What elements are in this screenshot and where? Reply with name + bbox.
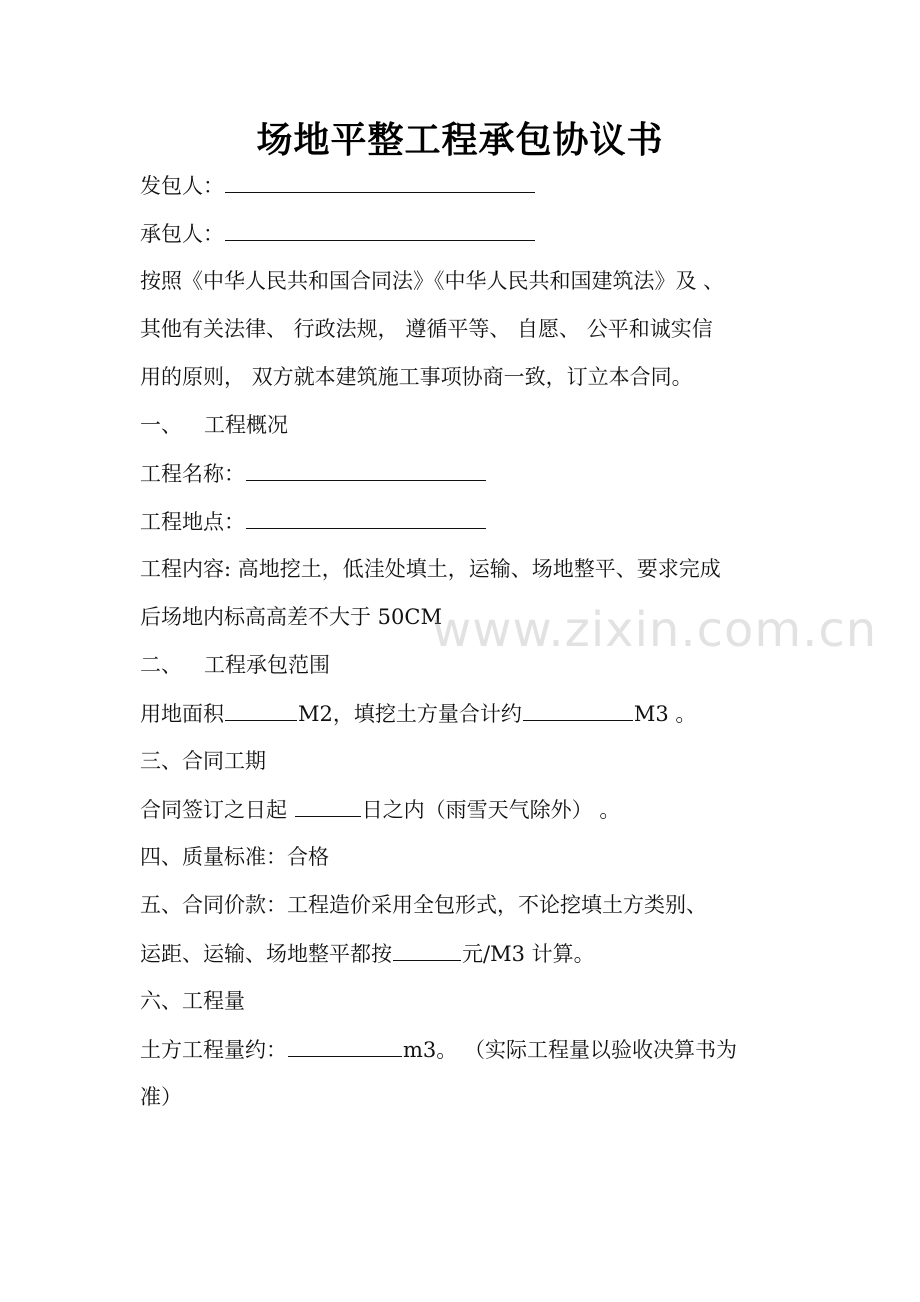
quantity-line <box>140 1034 800 1065</box>
price-label: 运距、运输、场地整平都按 <box>140 942 392 966</box>
employer-line <box>140 170 800 201</box>
project-name-label: 工程名称： <box>140 462 245 486</box>
section-5-line-2 <box>140 938 800 969</box>
section-4-heading: 四、质量标准：合格 <box>140 845 329 869</box>
project-name-line <box>140 458 800 489</box>
employer-blank[interactable] <box>225 170 535 193</box>
document-title: 场地平整工程承包协议书 <box>256 119 664 161</box>
earthwork-volume-blank[interactable] <box>523 698 633 721</box>
duration-days-blank[interactable] <box>295 794 361 817</box>
earthwork-unit: M3 。 <box>633 702 697 726</box>
section-1-title: 工程概况 <box>204 413 288 437</box>
quantity-label: 土方工程量约： <box>140 1038 287 1062</box>
duration-suffix: 日之内（雨雪天气除外） 。 <box>361 798 621 822</box>
land-area-label: 用地面积 <box>140 702 224 726</box>
section-2-title: 工程承包范围 <box>204 653 330 677</box>
contractor-blank[interactable] <box>225 218 535 241</box>
section-2-number: 二、 <box>140 653 182 677</box>
preamble-line-2: 其他有关法律、 行政法规， 遵循平等、 自愿、 公平和诚实信 <box>140 317 713 341</box>
price-unit: 元/M3 计算。 <box>462 942 595 966</box>
land-area-blank[interactable] <box>225 698 297 721</box>
watermark: www.zixin.com.cn <box>432 602 878 658</box>
project-content-line-2: 后场地内标高高差不大于 50CM <box>140 605 442 629</box>
duration-line <box>140 794 800 825</box>
project-content-line-1: 工程内容: 高地挖土，低洼处填土，运输、场地整平、要求完成 <box>140 557 721 581</box>
quantity-note: m3。 （实际工程量以验收决算书为 <box>403 1038 737 1062</box>
contractor-label: 承包人： <box>140 222 224 246</box>
section-3-heading: 三、合同工期 <box>140 749 266 773</box>
preamble-line-3: 用的原则， 双方就本建筑施工事项协商一致，订立本合同。 <box>140 365 693 389</box>
employer-label: 发包人： <box>140 174 224 198</box>
section-1-heading <box>140 410 800 440</box>
project-name-blank[interactable] <box>246 458 486 481</box>
section-5-line-1: 五、合同价款：工程造价采用全包形式，不论挖填土方类别、 <box>140 893 707 917</box>
project-location-line <box>140 506 800 537</box>
preamble-line-1: 按照《中华人民共和国合同法》《中华人民共和国建筑法》及 、 <box>140 269 725 293</box>
project-location-blank[interactable] <box>246 506 486 529</box>
section-1-number: 一、 <box>140 413 182 437</box>
scope-line <box>140 698 800 729</box>
section-6-heading: 六、工程量 <box>140 989 245 1013</box>
earthwork-label: M2，填挖土方量合计约 <box>298 702 522 726</box>
duration-label: 合同签订之日起 <box>140 798 294 822</box>
quantity-note-end: 准） <box>140 1085 182 1109</box>
unit-price-blank[interactable] <box>393 938 461 961</box>
project-location-label: 工程地点： <box>140 510 245 534</box>
quantity-blank[interactable] <box>288 1034 402 1057</box>
contractor-line <box>140 218 800 249</box>
